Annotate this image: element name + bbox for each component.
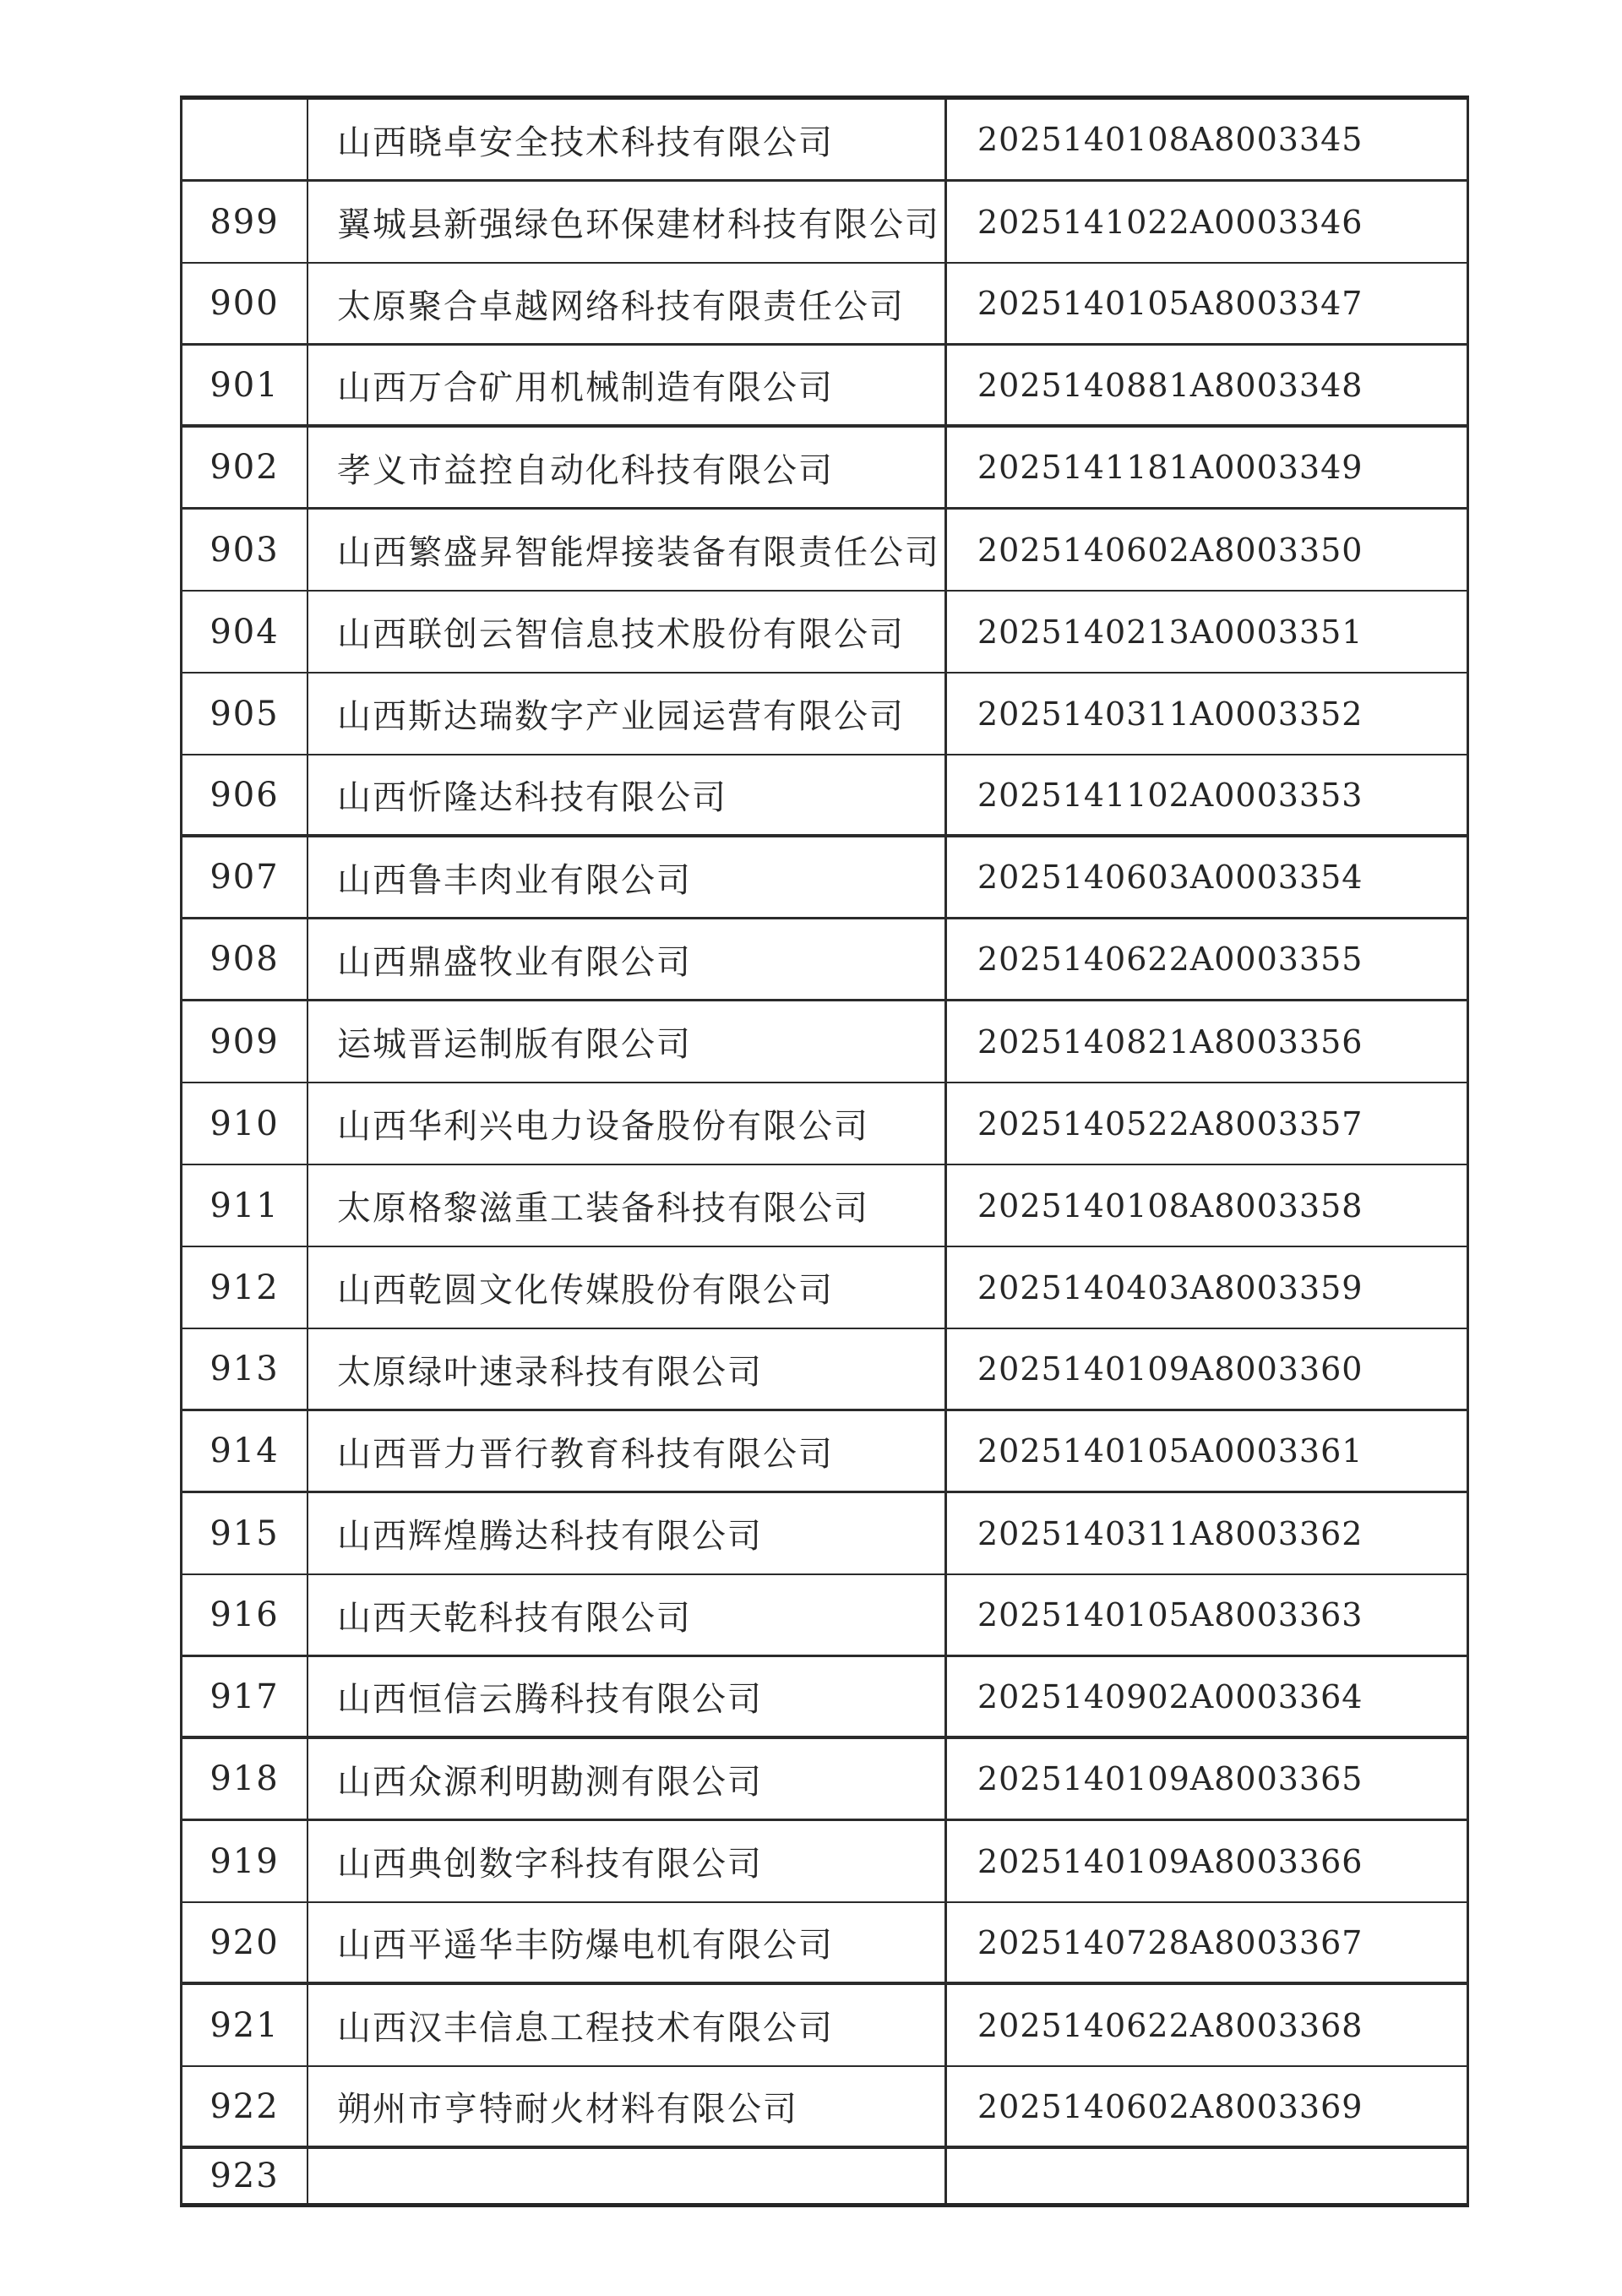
row-number-cell: 914 xyxy=(182,1411,308,1491)
company-name-cell: 山西众源利明勘测有限公司 xyxy=(308,1739,947,1819)
company-name-cell: 山西乾圆文化传媒股份有限公司 xyxy=(308,1247,947,1328)
registration-code-cell: 2025140108A8003358 xyxy=(977,1186,1363,1224)
company-name-cell: 山西天乾科技有限公司 xyxy=(308,1575,947,1655)
company-name-cell: 山西平遥华丰防爆电机有限公司 xyxy=(308,1903,947,1982)
table-row xyxy=(182,1657,1467,1739)
row-number-cell: 920 xyxy=(182,1903,308,1982)
row-number-cell: 923 xyxy=(182,2149,308,2203)
row-number-cell: 910 xyxy=(182,1083,308,1164)
row-number-cell: 921 xyxy=(182,1985,308,2065)
company-registration-table xyxy=(180,95,1469,2207)
registration-code-cell: 2025140602A8003350 xyxy=(977,531,1363,569)
table-row xyxy=(182,182,1467,264)
table-row xyxy=(182,1165,1467,1247)
registration-code-cell: 2025140603A0003354 xyxy=(977,859,1363,896)
company-name-cell: 孝义市益控自动化科技有限公司 xyxy=(308,428,947,507)
registration-code-cell: 2025140602A8003369 xyxy=(977,2087,1363,2125)
registration-code-cell: 2025140311A8003362 xyxy=(977,1514,1363,1552)
table-row xyxy=(182,1739,1467,1821)
table-row xyxy=(182,510,1467,592)
company-name-cell: 山西晋力晋行教育科技有限公司 xyxy=(308,1411,947,1491)
table-row xyxy=(182,1247,1467,1329)
company-name-cell: 山西忻隆达科技有限公司 xyxy=(308,755,947,834)
row-number-cell: 907 xyxy=(182,837,308,917)
table-row xyxy=(182,2067,1467,2149)
table-row xyxy=(182,1575,1467,1657)
registration-code-cell: 2025140109A8003366 xyxy=(977,1842,1363,1880)
row-number-cell: 912 xyxy=(182,1247,308,1328)
registration-code-cell: 2025140213A0003351 xyxy=(977,613,1363,651)
row-number-cell: 906 xyxy=(182,755,308,834)
registration-code-cell: 2025140728A8003367 xyxy=(977,1923,1363,1961)
table-row xyxy=(182,100,1467,182)
row-number-cell: 902 xyxy=(182,428,308,507)
registration-code-cell: 2025140109A8003365 xyxy=(977,1760,1363,1797)
registration-code-cell: 2025140311A0003352 xyxy=(977,695,1363,733)
row-number-cell: 919 xyxy=(182,1821,308,1901)
company-name-cell: 山西联创云智信息技术股份有限公司 xyxy=(308,592,947,672)
table-row xyxy=(182,1985,1467,2067)
company-name-cell: 山西典创数字科技有限公司 xyxy=(308,1821,947,1901)
registration-code-cell: 2025140622A8003368 xyxy=(977,2006,1363,2044)
company-name-cell: 山西斯达瑞数字产业园运营有限公司 xyxy=(308,674,947,754)
row-number-cell: 909 xyxy=(182,1001,308,1082)
table-row xyxy=(182,1821,1467,1903)
table-row xyxy=(182,428,1467,510)
registration-code-cell: 2025140108A8003345 xyxy=(977,121,1363,158)
table-row xyxy=(182,837,1467,919)
row-number-cell: 917 xyxy=(182,1657,308,1736)
row-number-cell: 916 xyxy=(182,1575,308,1655)
row-number-cell: 901 xyxy=(182,346,308,424)
company-name-cell: 太原格黎滋重工装备科技有限公司 xyxy=(308,1165,947,1246)
company-name-cell: 山西晓卓安全技术科技有限公司 xyxy=(308,100,947,179)
company-name-cell: 山西鲁丰肉业有限公司 xyxy=(308,837,947,917)
registration-code-cell: 2025140105A0003361 xyxy=(977,1432,1363,1470)
company-name-cell: 朔州市亨特耐火材料有限公司 xyxy=(308,2067,947,2146)
registration-code-cell: 2025140902A0003364 xyxy=(977,1677,1363,1715)
table-row xyxy=(182,755,1467,837)
table-row xyxy=(182,919,1467,1001)
registration-code-cell: 2025140105A8003347 xyxy=(977,285,1363,322)
table-row xyxy=(182,2149,1467,2203)
table-row xyxy=(182,346,1467,428)
row-number-cell: 904 xyxy=(182,592,308,672)
row-number-cell: 915 xyxy=(182,1493,308,1573)
company-name-cell: 山西万合矿用机械制造有限公司 xyxy=(308,346,947,424)
registration-code-cell: 2025140109A8003360 xyxy=(977,1350,1363,1388)
registration-code-cell: 2025141181A0003349 xyxy=(977,449,1363,486)
company-name-cell xyxy=(308,2149,947,2203)
row-number-cell: 908 xyxy=(182,919,308,999)
company-name-cell: 山西汉丰信息工程技术有限公司 xyxy=(308,1985,947,2065)
row-number-cell: 900 xyxy=(182,264,308,343)
company-name-cell: 太原绿叶速录科技有限公司 xyxy=(308,1329,947,1409)
row-number-cell: 899 xyxy=(182,182,308,262)
registration-code-cell: 2025140821A8003356 xyxy=(977,1023,1363,1061)
company-name-cell: 山西鼎盛牧业有限公司 xyxy=(308,919,947,999)
row-number-cell: 911 xyxy=(182,1165,308,1246)
company-name-cell: 山西华利兴电力设备股份有限公司 xyxy=(308,1083,947,1164)
table-row xyxy=(182,264,1467,346)
row-number-cell: 918 xyxy=(182,1739,308,1819)
company-name-cell: 山西繁盛昇智能焊接装备有限责任公司 xyxy=(308,510,947,590)
registration-code-cell: 2025141022A0003346 xyxy=(977,203,1363,241)
registration-code-cell: 2025140622A0003355 xyxy=(977,941,1363,978)
company-name-cell: 运城晋运制版有限公司 xyxy=(308,1001,947,1082)
table-row xyxy=(182,592,1467,674)
registration-code-cell: 2025140105A8003363 xyxy=(977,1596,1363,1633)
row-number-cell: 913 xyxy=(182,1329,308,1409)
table-row xyxy=(182,1329,1467,1411)
company-name-cell: 太原聚合卓越网络科技有限责任公司 xyxy=(308,264,947,343)
table-row xyxy=(182,674,1467,755)
registration-code-cell: 2025140522A8003357 xyxy=(977,1104,1363,1143)
registration-code-cell: 2025140403A8003359 xyxy=(977,1268,1363,1306)
registration-code-cell xyxy=(947,2149,1467,2203)
company-name-cell: 山西恒信云腾科技有限公司 xyxy=(308,1657,947,1736)
row-number-cell: 922 xyxy=(182,2067,308,2146)
row-number-cell: 903 xyxy=(182,510,308,590)
table-row xyxy=(182,1903,1467,1985)
row-number-cell xyxy=(182,100,308,179)
table-row xyxy=(182,1001,1467,1083)
table-row xyxy=(182,1493,1467,1575)
company-table-body xyxy=(182,100,1467,2203)
company-name-cell: 翼城县新强绿色环保建材科技有限公司 xyxy=(308,182,947,262)
row-number-cell: 905 xyxy=(182,674,308,754)
company-name-cell: 山西辉煌腾达科技有限公司 xyxy=(308,1493,947,1573)
table-row xyxy=(182,1411,1467,1493)
registration-code-cell: 2025141102A0003353 xyxy=(977,776,1363,814)
table-row xyxy=(182,1083,1467,1165)
registration-code-cell: 2025140881A8003348 xyxy=(977,366,1363,404)
